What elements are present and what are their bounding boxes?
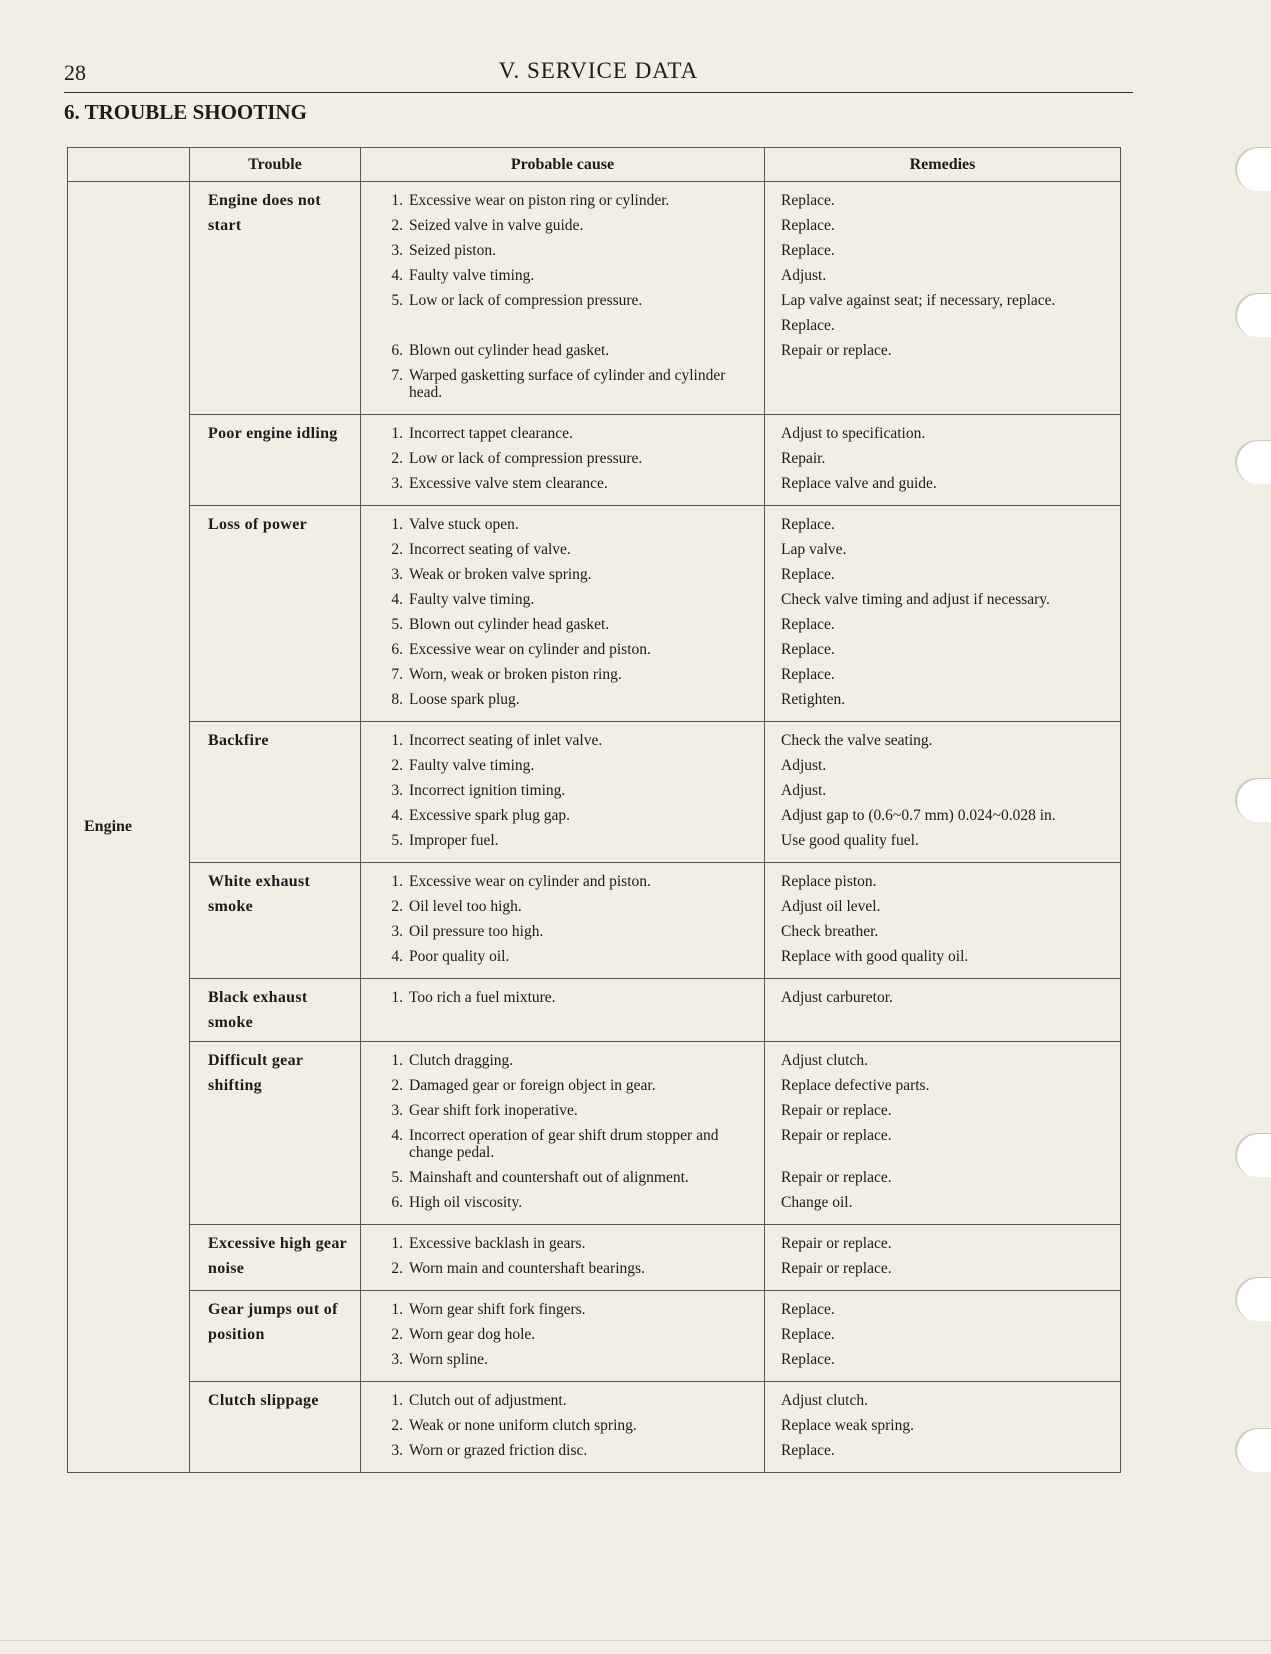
cause-text: Damaged gear or foreign object in gear. bbox=[409, 1077, 656, 1094]
cause-text: High oil viscosity. bbox=[409, 1194, 523, 1211]
cause-number: 5. bbox=[391, 1169, 403, 1186]
cause-text: Clutch out of adjustment. bbox=[409, 1392, 567, 1409]
remedy-list bbox=[765, 863, 1121, 979]
cause-text: Worn main and countershaft bearings. bbox=[409, 1260, 645, 1277]
remedy-item: Lap valve. bbox=[781, 541, 847, 558]
cause-number: 2. bbox=[391, 1326, 403, 1343]
cause-text: Excessive wear on cylinder and piston. bbox=[409, 641, 651, 658]
cause-number: 2. bbox=[391, 450, 403, 467]
trouble-label: White exhaust smoke bbox=[190, 863, 361, 979]
trouble-shooting-table bbox=[67, 147, 1121, 1473]
cause-item bbox=[377, 338, 754, 363]
trouble-column-header: Trouble bbox=[190, 148, 361, 182]
cause-item bbox=[377, 1190, 754, 1215]
cause-number: 3. bbox=[391, 782, 403, 799]
table-row bbox=[68, 415, 1121, 506]
cause-list bbox=[361, 1291, 765, 1382]
trouble-label: Clutch slippage bbox=[190, 1382, 361, 1473]
remedy-item: Replace. bbox=[781, 1351, 835, 1368]
cause-number: 5. bbox=[391, 616, 403, 633]
remedy-item: Lap valve against seat; if necessary, replace. bbox=[781, 292, 1056, 309]
cause-number: 3. bbox=[391, 1351, 403, 1368]
table-row bbox=[68, 1225, 1121, 1291]
remedy-column-header: Remedies bbox=[765, 148, 1121, 182]
remedy-list bbox=[765, 1382, 1121, 1473]
cause-text: Worn gear shift fork fingers. bbox=[409, 1301, 586, 1318]
remedy-item: Adjust. bbox=[781, 782, 827, 799]
remedy-item: Replace weak spring. bbox=[781, 1417, 914, 1434]
cause-text: Incorrect operation of gear shift drum stopper and change pedal. bbox=[409, 1127, 719, 1161]
remedy-item: Replace. bbox=[781, 192, 835, 209]
remedy-item: Check the valve seating. bbox=[781, 732, 933, 749]
cause-item bbox=[377, 213, 754, 238]
cause-number: 5. bbox=[391, 292, 403, 309]
cause-text: Weak or none uniform clutch spring. bbox=[409, 1417, 637, 1434]
cause-number: 6. bbox=[391, 641, 403, 658]
cause-list bbox=[361, 1382, 765, 1473]
cause-number: 5. bbox=[391, 832, 403, 849]
remedy-item: Replace. bbox=[781, 217, 835, 234]
remedy-list bbox=[765, 182, 1121, 415]
remedy-item: Replace defective parts. bbox=[781, 1077, 930, 1094]
cause-item bbox=[377, 944, 754, 969]
cause-text: Poor quality oil. bbox=[409, 948, 510, 965]
cause-number: 8. bbox=[391, 691, 403, 708]
cause-text: Excessive valve stem clearance. bbox=[409, 475, 608, 492]
cause-text: Worn spline. bbox=[409, 1351, 488, 1368]
remedy-item: Repair. bbox=[781, 450, 826, 467]
cause-text: Incorrect seating of valve. bbox=[409, 541, 571, 558]
cause-text: Gear shift fork inoperative. bbox=[409, 1102, 578, 1119]
cause-item bbox=[377, 512, 754, 537]
cause-text: Too rich a fuel mixture. bbox=[409, 989, 556, 1006]
binder-hole bbox=[1235, 293, 1271, 337]
cause-list bbox=[361, 722, 765, 863]
cause-text: Incorrect seating of inlet valve. bbox=[409, 732, 603, 749]
remedy-list bbox=[765, 506, 1121, 722]
cause-item bbox=[377, 446, 754, 471]
cause-number: 1. bbox=[391, 425, 403, 442]
cause-number: 1. bbox=[391, 732, 403, 749]
cause-item bbox=[377, 1347, 754, 1372]
cause-number: 4. bbox=[391, 948, 403, 965]
cause-item bbox=[377, 562, 754, 587]
cause-number: 3. bbox=[391, 923, 403, 940]
cause-text: Weak or broken valve spring. bbox=[409, 566, 592, 583]
cause-item bbox=[377, 1256, 754, 1281]
cause-number: 1. bbox=[391, 516, 403, 533]
cause-list bbox=[361, 506, 765, 722]
remedy-item: Replace. bbox=[781, 1442, 835, 1459]
remedy-item: Adjust. bbox=[781, 267, 827, 284]
cause-text: Excessive wear on cylinder and piston. bbox=[409, 873, 651, 890]
remedy-item: Adjust clutch. bbox=[781, 1052, 868, 1069]
cause-item bbox=[377, 637, 754, 662]
cause-text: Seized piston. bbox=[409, 242, 496, 259]
cause-text: Incorrect ignition timing. bbox=[409, 782, 566, 799]
cause-column-header: Probable cause bbox=[361, 148, 765, 182]
binder-hole bbox=[1235, 778, 1271, 822]
remedy-item: Replace. bbox=[781, 242, 835, 259]
cause-item bbox=[377, 1098, 754, 1123]
remedy-item: Adjust. bbox=[781, 757, 827, 774]
cause-number: 3. bbox=[391, 566, 403, 583]
cause-item bbox=[377, 1048, 754, 1073]
cause-item bbox=[377, 188, 754, 213]
cause-item bbox=[377, 662, 754, 687]
cause-text: Worn gear dog hole. bbox=[409, 1326, 536, 1343]
cause-text: Mainshaft and countershaft out of alignment. bbox=[409, 1169, 689, 1186]
remedy-item: Replace valve and guide. bbox=[781, 475, 937, 492]
cause-number: 6. bbox=[391, 1194, 403, 1211]
remedy-item: Repair or replace. bbox=[781, 1235, 892, 1252]
table-row bbox=[68, 722, 1121, 863]
cause-number: 2. bbox=[391, 1417, 403, 1434]
cause-number: 7. bbox=[391, 367, 403, 384]
remedy-item: Adjust oil level. bbox=[781, 898, 881, 915]
cause-item bbox=[377, 753, 754, 778]
remedy-item: Replace. bbox=[781, 666, 835, 683]
remedy-list bbox=[765, 1225, 1121, 1291]
cause-item bbox=[377, 828, 754, 853]
cause-text: Clutch dragging. bbox=[409, 1052, 514, 1069]
cause-item bbox=[377, 612, 754, 637]
cause-item bbox=[377, 587, 754, 612]
cause-text: Seized valve in valve guide. bbox=[409, 217, 584, 234]
remedy-item: Replace. bbox=[781, 317, 835, 334]
remedy-list bbox=[765, 979, 1121, 1042]
remedy-item: Replace. bbox=[781, 1301, 835, 1318]
remedy-item: Replace with good quality oil. bbox=[781, 948, 969, 965]
cause-text: Faulty valve timing. bbox=[409, 591, 535, 608]
cause-list bbox=[361, 979, 765, 1042]
table-row bbox=[68, 979, 1121, 1042]
table-row bbox=[68, 506, 1121, 722]
cause-number: 2. bbox=[391, 1077, 403, 1094]
binder-hole bbox=[1235, 147, 1271, 191]
remedy-list bbox=[765, 415, 1121, 506]
table-header-row bbox=[68, 148, 1121, 182]
cause-item bbox=[377, 728, 754, 753]
cause-text: Oil pressure too high. bbox=[409, 923, 544, 940]
remedy-item: Replace. bbox=[781, 616, 835, 633]
remedy-item: Adjust clutch. bbox=[781, 1392, 868, 1409]
cause-number: 2. bbox=[391, 757, 403, 774]
cause-item bbox=[377, 1388, 754, 1413]
remedy-item: Use good quality fuel. bbox=[781, 832, 919, 849]
remedy-item: Replace piston. bbox=[781, 873, 877, 890]
page-bottom-rule bbox=[0, 1640, 1271, 1641]
remedy-list bbox=[765, 1042, 1121, 1225]
trouble-label: Difficult gear shifting bbox=[190, 1042, 361, 1225]
cause-text: Faulty valve timing. bbox=[409, 267, 535, 284]
remedy-item: Adjust carburetor. bbox=[781, 989, 893, 1006]
cause-number: 3. bbox=[391, 242, 403, 259]
cause-number: 1. bbox=[391, 192, 403, 209]
group-column-header bbox=[68, 148, 190, 182]
binder-hole bbox=[1235, 440, 1271, 484]
section-title: 6. TROUBLE SHOOTING bbox=[64, 100, 307, 124]
remedy-list bbox=[765, 722, 1121, 863]
trouble-label: Loss of power bbox=[190, 506, 361, 722]
cause-item bbox=[377, 894, 754, 919]
cause-item bbox=[377, 1123, 754, 1165]
cause-text: Incorrect tappet clearance. bbox=[409, 425, 573, 442]
remedy-item: Replace. bbox=[781, 516, 835, 533]
remedy-item: Repair or replace. bbox=[781, 1260, 892, 1277]
remedy-item: Repair or replace. bbox=[781, 1169, 892, 1186]
cause-text: Oil level too high. bbox=[409, 898, 522, 915]
cause-list bbox=[361, 1042, 765, 1225]
cause-list bbox=[361, 415, 765, 506]
cause-text: Faulty valve timing. bbox=[409, 757, 535, 774]
trouble-label: Poor engine idling bbox=[190, 415, 361, 506]
cause-item bbox=[377, 1438, 754, 1463]
remedy-item: Adjust to specification. bbox=[781, 425, 926, 442]
cause-item bbox=[377, 1322, 754, 1347]
cause-item bbox=[377, 288, 754, 313]
table-row bbox=[68, 1291, 1121, 1382]
page-number: 28 bbox=[64, 60, 86, 85]
running-title: V. SERVICE DATA bbox=[498, 58, 699, 83]
cause-text: Loose spark plug. bbox=[409, 691, 520, 708]
cause-item bbox=[377, 869, 754, 894]
remedy-item: Replace. bbox=[781, 1326, 835, 1343]
remedy-item: Check valve timing and adjust if necessary. bbox=[781, 591, 1050, 608]
cause-text: Low or lack of compression pressure. bbox=[409, 450, 643, 467]
cause-item bbox=[377, 263, 754, 288]
cause-text: Excessive backlash in gears. bbox=[409, 1235, 586, 1252]
cause-item bbox=[377, 537, 754, 562]
cause-text: Blown out cylinder head gasket. bbox=[409, 616, 610, 633]
remedy-item: Adjust gap to (0.6~0.7 mm) 0.024~0.028 in. bbox=[781, 807, 1056, 824]
remedy-item: Repair or replace. bbox=[781, 1102, 892, 1119]
cause-item bbox=[377, 803, 754, 828]
remedy-item: Change oil. bbox=[781, 1194, 853, 1211]
table-row bbox=[68, 1382, 1121, 1473]
cause-number: 4. bbox=[391, 591, 403, 608]
cause-text: Excessive wear on piston ring or cylinder. bbox=[409, 192, 670, 209]
cause-item bbox=[377, 363, 754, 405]
cause-item bbox=[377, 1231, 754, 1256]
cause-number: 4. bbox=[391, 807, 403, 824]
cause-item bbox=[377, 687, 754, 712]
cause-number: 1. bbox=[391, 1235, 403, 1252]
cause-number: 2. bbox=[391, 541, 403, 558]
trouble-label: Engine does not start bbox=[190, 182, 361, 415]
cause-number: 2. bbox=[391, 1260, 403, 1277]
group-label: Engine bbox=[68, 182, 190, 1473]
cause-number: 1. bbox=[391, 1301, 403, 1318]
cause-item bbox=[377, 1165, 754, 1190]
trouble-label: Gear jumps out of position bbox=[190, 1291, 361, 1382]
trouble-label: Black exhaust smoke bbox=[190, 979, 361, 1042]
remedy-item: Check breather. bbox=[781, 923, 879, 940]
cause-number: 2. bbox=[391, 217, 403, 234]
table-row bbox=[68, 863, 1121, 979]
cause-item bbox=[377, 421, 754, 446]
cause-number: 7. bbox=[391, 666, 403, 683]
cause-item bbox=[377, 985, 754, 1010]
cause-item bbox=[377, 1073, 754, 1098]
cause-number: 4. bbox=[391, 267, 403, 284]
remedy-list bbox=[765, 1291, 1121, 1382]
remedy-item: Repair or replace. bbox=[781, 342, 892, 359]
cause-number: 1. bbox=[391, 1392, 403, 1409]
trouble-label: Excessive high gear noise bbox=[190, 1225, 361, 1291]
trouble-label: Backfire bbox=[190, 722, 361, 863]
binder-hole bbox=[1235, 1133, 1271, 1177]
cause-text: Low or lack of compression pressure. bbox=[409, 292, 643, 309]
cause-item bbox=[377, 778, 754, 803]
binder-hole bbox=[1235, 1277, 1271, 1321]
remedy-item: Retighten. bbox=[781, 691, 846, 708]
cause-text: Worn or grazed friction disc. bbox=[409, 1442, 588, 1459]
cause-item bbox=[377, 471, 754, 496]
cause-list bbox=[361, 182, 765, 415]
binder-hole bbox=[1235, 1428, 1271, 1472]
table-body bbox=[68, 182, 1121, 1473]
cause-number: 1. bbox=[391, 989, 403, 1006]
table-row bbox=[68, 182, 1121, 415]
cause-number: 2. bbox=[391, 898, 403, 915]
cause-number: 4. bbox=[391, 1127, 403, 1144]
remedy-item: Repair or replace. bbox=[781, 1127, 892, 1144]
cause-number: 3. bbox=[391, 1102, 403, 1119]
cause-text: Blown out cylinder head gasket. bbox=[409, 342, 610, 359]
remedy-item: Replace. bbox=[781, 641, 835, 658]
cause-list bbox=[361, 863, 765, 979]
cause-number: 1. bbox=[391, 873, 403, 890]
cause-text: Valve stuck open. bbox=[409, 516, 519, 533]
cause-item bbox=[377, 238, 754, 263]
cause-number: 3. bbox=[391, 475, 403, 492]
cause-number: 6. bbox=[391, 342, 403, 359]
cause-text: Worn, weak or broken piston ring. bbox=[409, 666, 622, 683]
page-header bbox=[64, 58, 1133, 93]
cause-text: Improper fuel. bbox=[409, 832, 499, 849]
cause-text: Warped gasketting surface of cylinder and cylinder head. bbox=[409, 367, 726, 401]
cause-item bbox=[377, 1413, 754, 1438]
cause-item bbox=[377, 1297, 754, 1322]
table-row bbox=[68, 1042, 1121, 1225]
cause-number: 1. bbox=[391, 1052, 403, 1069]
cause-list bbox=[361, 1225, 765, 1291]
remedy-item: Replace. bbox=[781, 566, 835, 583]
cause-text: Excessive spark plug gap. bbox=[409, 807, 570, 824]
cause-number: 3. bbox=[391, 1442, 403, 1459]
cause-item bbox=[377, 919, 754, 944]
